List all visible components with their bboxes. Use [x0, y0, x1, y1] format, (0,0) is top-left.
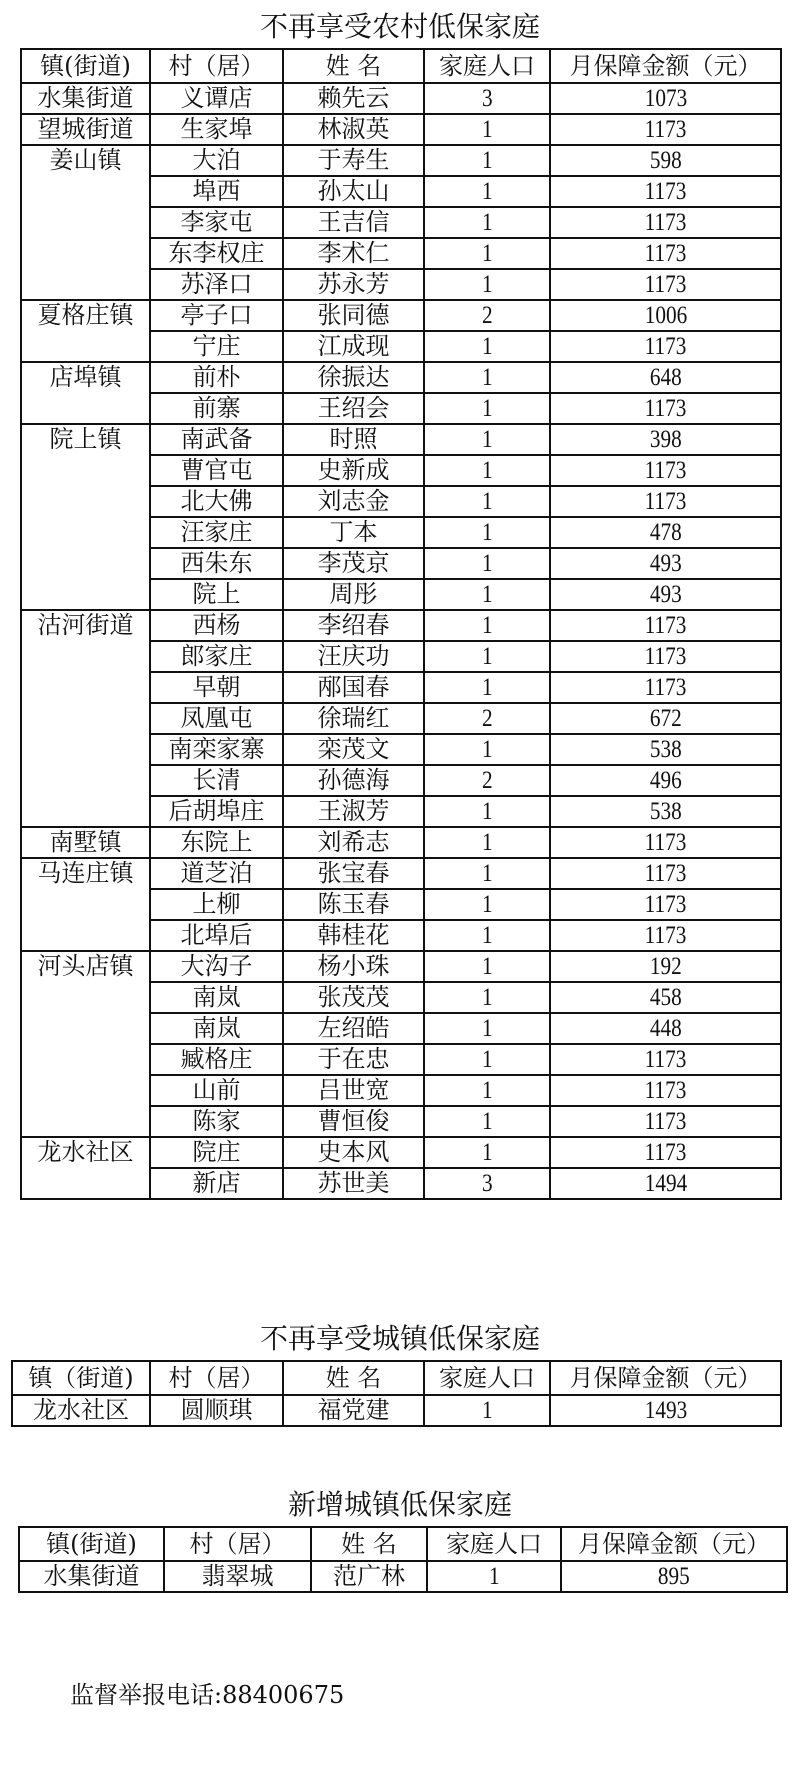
household-size-cell-wrap [424, 951, 550, 982]
household-size-cell-wrap [424, 83, 550, 114]
household-size-cell: 1 [481, 426, 493, 453]
household-size-cell-wrap [424, 827, 550, 858]
monthly-amount-cell: 1173 [644, 922, 687, 949]
header-village: 村（居） [164, 1527, 311, 1561]
monthly-amount-cell: 493 [649, 550, 682, 577]
monthly-amount-cell-wrap [550, 1013, 781, 1044]
household-size-cell-wrap [424, 703, 550, 734]
town-cell: 水集街道 [19, 1561, 164, 1592]
household-size-cell: 1 [481, 612, 493, 639]
household-size-cell-wrap [424, 734, 550, 765]
monthly-amount-cell-wrap [550, 548, 781, 579]
urban-removed-title: 不再享受城镇低保家庭 [0, 1322, 800, 1356]
monthly-amount-cell: 598 [649, 147, 682, 174]
village-cell: 翡翠城 [164, 1561, 311, 1592]
header-village: 村（居） [150, 1361, 283, 1395]
monthly-amount-cell: 1173 [644, 488, 687, 515]
village-cell: 李家屯 [150, 207, 283, 238]
village-cell: 宁庄 [150, 331, 283, 362]
monthly-amount-cell: 1173 [644, 240, 687, 267]
household-size-cell: 1 [481, 736, 493, 763]
name-cell: 王吉信 [283, 207, 424, 238]
village-cell: 汪家庄 [150, 517, 283, 548]
rural-removed-table [20, 48, 782, 1200]
household-size-cell-wrap [424, 331, 550, 362]
village-cell: 北埠后 [150, 920, 283, 951]
header-household-size: 家庭人口 [427, 1527, 561, 1561]
monthly-amount-cell: 672 [649, 705, 682, 732]
household-size-cell-wrap [424, 858, 550, 889]
monthly-amount-cell-wrap [550, 1044, 781, 1075]
household-size-cell-wrap [424, 269, 550, 300]
town-cell: 南墅镇 [21, 827, 150, 858]
household-size-cell: 1 [481, 457, 493, 484]
monthly-amount-cell-wrap [550, 1075, 781, 1106]
village-cell: 长清 [150, 765, 283, 796]
household-size-cell-wrap [424, 362, 550, 393]
household-size-cell: 1 [481, 581, 493, 608]
monthly-amount-cell: 458 [649, 984, 682, 1011]
monthly-amount-cell-wrap [550, 455, 781, 486]
header-town: 镇(街道) [21, 49, 150, 83]
name-cell: 苏世美 [283, 1168, 424, 1199]
household-size-cell-wrap [424, 1106, 550, 1137]
town-cell: 水集街道 [21, 83, 150, 114]
table-row [21, 300, 781, 331]
monthly-amount-cell-wrap [550, 207, 781, 238]
monthly-amount-cell-wrap [550, 1137, 781, 1168]
name-cell: 陈玉春 [283, 889, 424, 920]
household-size-cell-wrap [424, 765, 550, 796]
village-cell: 臧格庄 [150, 1044, 283, 1075]
monthly-amount-cell-wrap [550, 920, 781, 951]
table-row [21, 951, 781, 982]
household-size-cell: 1 [481, 240, 493, 267]
name-cell: 林淑英 [283, 114, 424, 145]
rural-removed-title: 不再享受农村低保家庭 [0, 10, 800, 44]
table-row [21, 424, 781, 455]
village-cell: 亭子口 [150, 300, 283, 331]
village-cell: 凤凰屯 [150, 703, 283, 734]
village-cell: 郎家庄 [150, 641, 283, 672]
household-size-cell-wrap [424, 889, 550, 920]
table-row [19, 1561, 787, 1592]
header-row [21, 49, 781, 83]
monthly-amount-cell: 1173 [644, 1108, 687, 1135]
household-size-cell: 1 [481, 395, 493, 422]
household-size-cell: 1 [481, 1046, 493, 1073]
monthly-amount-cell-wrap [550, 1395, 781, 1426]
household-size-cell-wrap [427, 1561, 561, 1592]
header-monthly-amount: 月保障金额（元） [550, 1361, 781, 1395]
table-row [21, 362, 781, 393]
monthly-amount-cell-wrap [550, 858, 781, 889]
town-cell: 院上镇 [21, 424, 150, 610]
village-cell: 大沟子 [150, 951, 283, 982]
household-size-cell-wrap [424, 579, 550, 610]
household-size-cell: 1 [488, 1563, 500, 1590]
monthly-amount-cell: 478 [649, 519, 682, 546]
monthly-amount-cell: 192 [649, 953, 682, 980]
monthly-amount-cell-wrap [550, 114, 781, 145]
urban-added-title: 新增城镇低保家庭 [0, 1488, 800, 1522]
household-size-cell: 1 [481, 209, 493, 236]
household-size-cell: 1 [481, 643, 493, 670]
household-size-cell: 1 [481, 1397, 493, 1424]
name-cell: 江成现 [283, 331, 424, 362]
monthly-amount-cell-wrap [550, 1168, 781, 1199]
name-cell: 张宝春 [283, 858, 424, 889]
village-cell: 南岚 [150, 982, 283, 1013]
monthly-amount-cell-wrap [550, 269, 781, 300]
header-household-size: 家庭人口 [424, 49, 550, 83]
household-size-cell-wrap [424, 982, 550, 1013]
name-cell: 吕世宽 [283, 1075, 424, 1106]
monthly-amount-cell: 895 [658, 1563, 690, 1590]
household-size-cell: 1 [481, 1077, 493, 1104]
village-cell: 南武备 [150, 424, 283, 455]
monthly-amount-cell-wrap [550, 145, 781, 176]
monthly-amount-cell: 1173 [644, 178, 687, 205]
monthly-amount-cell: 448 [649, 1015, 682, 1042]
monthly-amount-cell: 1173 [644, 829, 687, 856]
monthly-amount-cell-wrap [550, 579, 781, 610]
household-size-cell-wrap [424, 424, 550, 455]
household-size-cell: 1 [481, 550, 493, 577]
household-size-cell: 2 [481, 302, 493, 329]
household-size-cell: 1 [481, 147, 493, 174]
name-cell: 刘志金 [283, 486, 424, 517]
village-cell: 早朝 [150, 672, 283, 703]
table-row [21, 114, 781, 145]
monthly-amount-cell: 1073 [644, 85, 687, 112]
header-monthly-amount: 月保障金额（元） [550, 49, 781, 83]
village-cell: 圆顺琪 [150, 1395, 283, 1426]
village-cell: 东院上 [150, 827, 283, 858]
household-size-cell: 1 [481, 953, 493, 980]
name-cell: 张同德 [283, 300, 424, 331]
household-size-cell-wrap [424, 796, 550, 827]
monthly-amount-cell: 1173 [644, 891, 687, 918]
village-cell: 曹官屯 [150, 455, 283, 486]
household-size-cell: 1 [481, 674, 493, 701]
household-size-cell-wrap [424, 1044, 550, 1075]
village-cell: 山前 [150, 1075, 283, 1106]
name-cell: 曹恒俊 [283, 1106, 424, 1137]
name-cell: 孙德海 [283, 765, 424, 796]
name-cell: 王淑芳 [283, 796, 424, 827]
household-size-cell-wrap [424, 455, 550, 486]
household-size-cell: 1 [481, 891, 493, 918]
monthly-amount-cell: 1173 [644, 271, 687, 298]
household-size-cell-wrap [424, 1168, 550, 1199]
village-cell: 西朱东 [150, 548, 283, 579]
village-cell: 生家埠 [150, 114, 283, 145]
village-cell: 上柳 [150, 889, 283, 920]
household-size-cell: 2 [481, 705, 493, 732]
monthly-amount-cell: 1006 [644, 302, 687, 329]
monthly-amount-cell: 1493 [644, 1397, 687, 1424]
monthly-amount-cell-wrap [550, 827, 781, 858]
monthly-amount-cell: 1173 [644, 1046, 687, 1073]
village-cell: 后胡埠庄 [150, 796, 283, 827]
monthly-amount-cell: 1173 [644, 674, 687, 701]
table-row [21, 610, 781, 641]
header-household-size: 家庭人口 [424, 1361, 550, 1395]
monthly-amount-cell-wrap [550, 1106, 781, 1137]
monthly-amount-cell: 1173 [644, 209, 687, 236]
name-cell: 丁本 [283, 517, 424, 548]
town-cell: 望城街道 [21, 114, 150, 145]
household-size-cell: 1 [481, 1108, 493, 1135]
monthly-amount-cell-wrap [550, 889, 781, 920]
monthly-amount-cell-wrap [550, 238, 781, 269]
monthly-amount-cell-wrap [550, 734, 781, 765]
name-cell: 李茂京 [283, 548, 424, 579]
village-cell: 西杨 [150, 610, 283, 641]
household-size-cell: 1 [481, 364, 493, 391]
village-cell: 院庄 [150, 1137, 283, 1168]
monthly-amount-cell-wrap [550, 641, 781, 672]
table-row [21, 827, 781, 858]
urban-removed-table [11, 1360, 782, 1427]
household-size-cell-wrap [424, 238, 550, 269]
monthly-amount-cell: 538 [649, 736, 682, 763]
table-row [21, 145, 781, 176]
name-cell: 赖先云 [283, 83, 424, 114]
household-size-cell-wrap [424, 393, 550, 424]
monthly-amount-cell: 1494 [644, 1170, 687, 1197]
household-size-cell: 1 [481, 333, 493, 360]
household-size-cell-wrap [424, 610, 550, 641]
village-cell: 东李权庄 [150, 238, 283, 269]
monthly-amount-cell: 1173 [644, 643, 687, 670]
monthly-amount-cell-wrap [550, 517, 781, 548]
name-cell: 汪庆功 [283, 641, 424, 672]
monthly-amount-cell-wrap [550, 765, 781, 796]
header-village: 村（居） [150, 49, 283, 83]
monthly-amount-cell-wrap [550, 331, 781, 362]
household-size-cell-wrap [424, 672, 550, 703]
table-row [21, 83, 781, 114]
table-row [21, 1137, 781, 1168]
monthly-amount-cell: 1173 [644, 333, 687, 360]
name-cell: 刘希志 [283, 827, 424, 858]
household-size-cell: 1 [481, 271, 493, 298]
household-size-cell: 1 [481, 984, 493, 1011]
name-cell: 时照 [283, 424, 424, 455]
name-cell: 福党建 [283, 1395, 424, 1426]
monthly-amount-cell: 1173 [644, 457, 687, 484]
household-size-cell: 1 [481, 798, 493, 825]
header-row [12, 1361, 781, 1395]
monthly-amount-cell-wrap [550, 982, 781, 1013]
monthly-amount-cell-wrap [550, 362, 781, 393]
monthly-amount-cell: 493 [649, 581, 682, 608]
town-cell: 夏格庄镇 [21, 300, 150, 362]
monthly-amount-cell-wrap [550, 610, 781, 641]
header-monthly-amount: 月保障金额（元） [561, 1527, 787, 1561]
monthly-amount-cell: 496 [649, 767, 682, 794]
household-size-cell: 1 [481, 860, 493, 887]
household-size-cell: 1 [481, 922, 493, 949]
household-size-cell: 1 [481, 488, 493, 515]
household-size-cell-wrap [424, 300, 550, 331]
household-size-cell-wrap [424, 641, 550, 672]
household-size-cell: 1 [481, 829, 493, 856]
household-size-cell: 1 [481, 178, 493, 205]
town-cell: 龙水社区 [21, 1137, 150, 1199]
monthly-amount-cell: 1173 [644, 860, 687, 887]
household-size-cell-wrap [424, 207, 550, 238]
monthly-amount-cell: 398 [649, 426, 682, 453]
report-hotline: 监督举报电话:88400675 [70, 1681, 345, 1709]
name-cell: 史本风 [283, 1137, 424, 1168]
household-size-cell: 2 [481, 767, 493, 794]
monthly-amount-cell-wrap [561, 1561, 787, 1592]
village-cell: 南栾家寨 [150, 734, 283, 765]
village-cell: 南岚 [150, 1013, 283, 1044]
monthly-amount-cell: 1173 [644, 116, 687, 143]
monthly-amount-cell-wrap [550, 951, 781, 982]
table-row [12, 1395, 781, 1426]
urban-added-table [18, 1526, 788, 1593]
name-cell: 张茂茂 [283, 982, 424, 1013]
header-name: 姓 名 [311, 1527, 427, 1561]
town-cell: 龙水社区 [12, 1395, 150, 1426]
name-cell: 苏永芳 [283, 269, 424, 300]
household-size-cell: 1 [481, 1015, 493, 1042]
monthly-amount-cell-wrap [550, 796, 781, 827]
monthly-amount-cell-wrap [550, 300, 781, 331]
name-cell: 于在忠 [283, 1044, 424, 1075]
monthly-amount-cell: 1173 [644, 612, 687, 639]
header-row [19, 1527, 787, 1561]
town-cell: 沽河街道 [21, 610, 150, 827]
name-cell: 徐振达 [283, 362, 424, 393]
household-size-cell-wrap [424, 114, 550, 145]
household-size-cell: 1 [481, 116, 493, 143]
monthly-amount-cell: 538 [649, 798, 682, 825]
village-cell: 陈家 [150, 1106, 283, 1137]
village-cell: 道芝泊 [150, 858, 283, 889]
household-size-cell-wrap [424, 486, 550, 517]
name-cell: 杨小珠 [283, 951, 424, 982]
name-cell: 徐瑞红 [283, 703, 424, 734]
household-size-cell: 3 [481, 85, 493, 112]
household-size-cell-wrap [424, 1075, 550, 1106]
monthly-amount-cell: 1173 [644, 1077, 687, 1104]
header-name: 姓 名 [283, 1361, 424, 1395]
village-cell: 北大佛 [150, 486, 283, 517]
household-size-cell-wrap [424, 548, 550, 579]
name-cell: 王绍会 [283, 393, 424, 424]
household-size-cell-wrap [424, 1395, 550, 1426]
name-cell: 于寿生 [283, 145, 424, 176]
name-cell: 栾茂文 [283, 734, 424, 765]
name-cell: 李绍春 [283, 610, 424, 641]
monthly-amount-cell: 1173 [644, 395, 687, 422]
household-size-cell-wrap [424, 920, 550, 951]
town-cell: 姜山镇 [21, 145, 150, 300]
monthly-amount-cell: 1173 [644, 1139, 687, 1166]
monthly-amount-cell-wrap [550, 672, 781, 703]
household-size-cell-wrap [424, 176, 550, 207]
village-cell: 义谭店 [150, 83, 283, 114]
header-town: 镇(街道) [19, 1527, 164, 1561]
monthly-amount-cell-wrap [550, 486, 781, 517]
monthly-amount-cell-wrap [550, 83, 781, 114]
household-size-cell-wrap [424, 1137, 550, 1168]
town-cell: 店埠镇 [21, 362, 150, 424]
household-size-cell: 1 [481, 519, 493, 546]
name-cell: 邴国春 [283, 672, 424, 703]
household-size-cell-wrap [424, 1013, 550, 1044]
household-size-cell-wrap [424, 145, 550, 176]
village-cell: 大泊 [150, 145, 283, 176]
name-cell: 孙太山 [283, 176, 424, 207]
town-cell: 河头店镇 [21, 951, 150, 1137]
name-cell: 周彤 [283, 579, 424, 610]
household-size-cell: 3 [481, 1170, 493, 1197]
village-cell: 前寨 [150, 393, 283, 424]
town-cell: 马连庄镇 [21, 858, 150, 951]
monthly-amount-cell-wrap [550, 176, 781, 207]
village-cell: 苏泽口 [150, 269, 283, 300]
name-cell: 史新成 [283, 455, 424, 486]
household-size-cell-wrap [424, 517, 550, 548]
monthly-amount-cell: 648 [649, 364, 682, 391]
table-row [21, 858, 781, 889]
village-cell: 埠西 [150, 176, 283, 207]
monthly-amount-cell-wrap [550, 424, 781, 455]
household-size-cell: 1 [481, 1139, 493, 1166]
name-cell: 范广林 [311, 1561, 427, 1592]
monthly-amount-cell-wrap [550, 703, 781, 734]
name-cell: 左绍皓 [283, 1013, 424, 1044]
header-name: 姓 名 [283, 49, 424, 83]
village-cell: 前朴 [150, 362, 283, 393]
header-town: 镇（街道) [12, 1361, 150, 1395]
village-cell: 院上 [150, 579, 283, 610]
name-cell: 韩桂花 [283, 920, 424, 951]
monthly-amount-cell-wrap [550, 393, 781, 424]
village-cell: 新店 [150, 1168, 283, 1199]
name-cell: 李术仁 [283, 238, 424, 269]
